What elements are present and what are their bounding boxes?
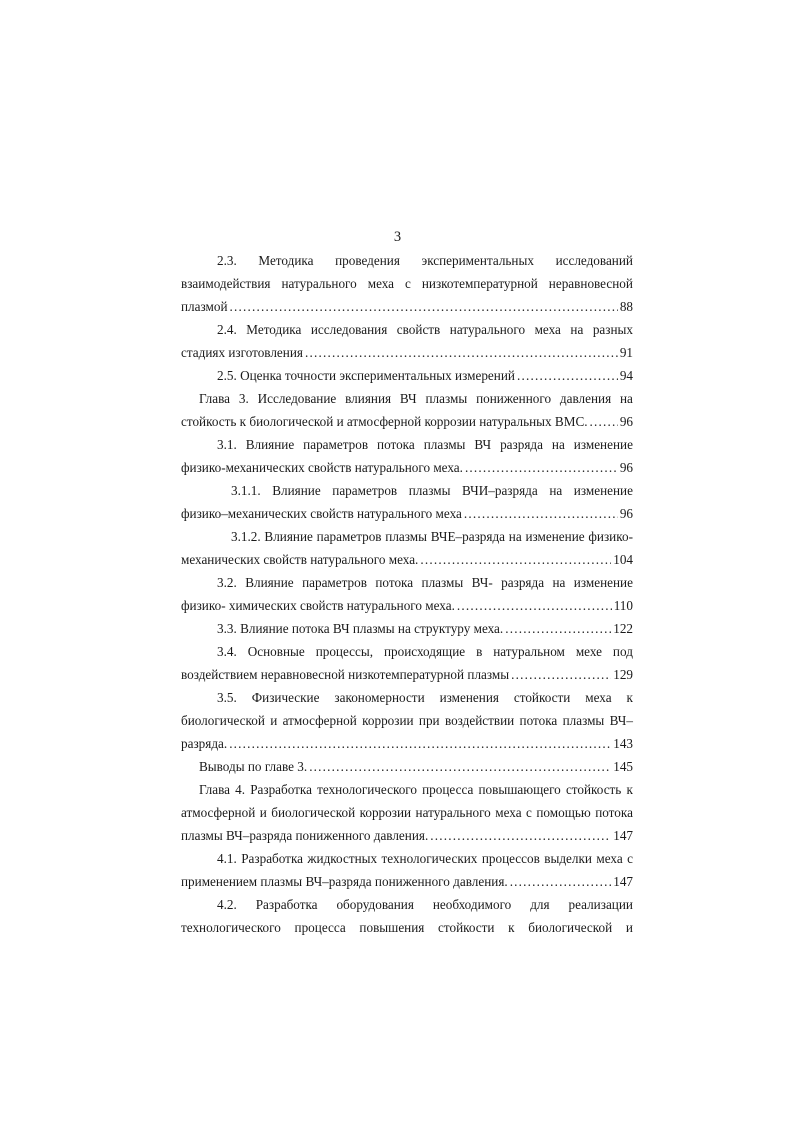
toc-word: изменение <box>525 529 585 544</box>
toc-page-number: 96 <box>619 460 633 475</box>
toc-word: и <box>270 713 278 728</box>
toc-word: изменения <box>439 690 499 705</box>
toc-entry <box>181 640 633 686</box>
toc-entry-line <box>181 778 633 801</box>
toc-word: с <box>526 805 532 820</box>
toc-entry-last-line <box>181 456 633 479</box>
toc-page-number: 96 <box>619 414 633 429</box>
toc-word: закономерности <box>334 690 425 705</box>
toc-word: Методика <box>246 322 302 337</box>
toc-word: изменение <box>573 437 633 452</box>
toc-word: разряда <box>500 437 543 452</box>
toc-word: технологических <box>381 851 478 866</box>
toc-word: Влияние <box>264 529 313 544</box>
toc-word: атмосферной <box>282 713 357 728</box>
toc-word: проведения <box>335 253 400 268</box>
toc-word: выделки <box>544 851 592 866</box>
toc-word: Глава <box>199 782 230 797</box>
toc-word: меха <box>495 805 522 820</box>
toc-entry-last-line <box>181 341 633 364</box>
toc-entry <box>181 778 633 847</box>
toc-word: с <box>405 276 411 291</box>
toc-word: ВЧ- <box>471 575 493 590</box>
toc-word: потока <box>377 437 415 452</box>
toc-entry-title: механических свойств натурального меха. <box>181 552 419 567</box>
toc-word: процессов <box>481 851 540 866</box>
toc-entry-last-line <box>181 410 633 433</box>
toc-word: исследования <box>310 322 388 337</box>
toc-page-number: 104 <box>613 552 633 567</box>
toc-word: Влияние <box>245 575 294 590</box>
toc-word: неравновесной <box>548 276 633 291</box>
toc-word: процесса <box>294 920 346 935</box>
toc-word: Разработка <box>250 782 312 797</box>
toc-word: параметров <box>302 575 367 590</box>
toc-entry <box>181 755 633 778</box>
toc-entry <box>181 571 633 617</box>
toc-page-number: 110 <box>613 598 633 613</box>
toc-entry-title: физико-механических свойств натурального меха. <box>181 460 463 475</box>
toc-word: разных <box>592 322 633 337</box>
toc-word: 4. <box>235 782 246 797</box>
toc-word: натурального <box>415 805 491 820</box>
toc-word: атмосферной <box>181 805 256 820</box>
toc-word: стойкость <box>565 782 622 797</box>
toc-entry-line <box>181 893 633 916</box>
toc-word: оборудования <box>336 897 414 912</box>
toc-word: повышающего <box>478 782 561 797</box>
toc-entry-last-line <box>181 295 633 318</box>
toc-word: параметров <box>332 483 398 498</box>
toc-word: плазмы <box>423 437 466 452</box>
toc-word: на <box>549 483 563 498</box>
toc-entry-last-line <box>181 755 633 778</box>
toc-entry-line <box>181 847 633 870</box>
toc-word: меха <box>596 851 623 866</box>
toc-word: параметров <box>316 529 382 544</box>
toc-word: меха <box>585 690 612 705</box>
toc-entry <box>181 433 633 479</box>
toc-word: 3.5. <box>217 690 237 705</box>
toc-entry-title: плазмы ВЧ–разряда пониженного давления. <box>181 828 429 843</box>
toc-word: ВЧИ–разряда <box>462 483 538 498</box>
page-number: 3 <box>393 229 402 245</box>
toc-entry <box>181 893 633 939</box>
toc-word: на <box>508 529 522 544</box>
toc-word: Основные <box>247 644 305 659</box>
toc-word: плазмы <box>562 713 605 728</box>
toc-entry-last-line <box>181 824 633 847</box>
toc-word: 3.1. <box>217 437 237 452</box>
toc-entry-title: Выводы по главе 3. <box>199 759 308 774</box>
toc-word: коррозии <box>359 805 412 820</box>
toc-page-number: 88 <box>619 299 633 314</box>
toc-entry-last-line <box>181 663 633 686</box>
toc-entry-title: плазмой <box>181 299 228 314</box>
toc-word: низкотемпературной <box>421 276 538 291</box>
toc-word: 3.2. <box>217 575 237 590</box>
toc-entry-line <box>181 433 633 456</box>
toc-word: биологической <box>181 713 265 728</box>
toc-entry-line <box>181 525 633 548</box>
toc-entry <box>181 525 633 571</box>
toc-word: 2.3. <box>217 253 237 268</box>
toc-word: под <box>612 644 633 659</box>
table-of-contents <box>181 249 633 939</box>
toc-word: в <box>476 644 483 659</box>
toc-page-number: 145 <box>613 759 633 774</box>
dot-leader <box>465 456 618 479</box>
toc-entry-last-line <box>181 548 633 571</box>
toc-entry-last-line <box>181 617 633 640</box>
toc-word: изменение <box>573 575 633 590</box>
toc-word: экспериментальных <box>421 253 534 268</box>
toc-entry-title: применением плазмы ВЧ–разряда пониженного давления. <box>181 874 508 889</box>
toc-word: параметров <box>303 437 369 452</box>
toc-entry-line <box>181 387 633 410</box>
dot-leader <box>305 341 618 364</box>
toc-word: повышения <box>359 920 425 935</box>
dot-leader <box>457 594 612 617</box>
toc-entry-line <box>181 479 633 502</box>
toc-entry <box>181 249 633 318</box>
toc-word: давления <box>559 391 612 406</box>
toc-word: 4.1. <box>217 851 237 866</box>
toc-word: потока <box>595 805 633 820</box>
toc-word: ВЧЕ–разряда <box>430 529 506 544</box>
toc-entry <box>181 318 633 364</box>
toc-entry-last-line <box>181 364 633 387</box>
toc-word: физико- <box>588 529 633 544</box>
toc-word: меха <box>534 322 561 337</box>
toc-word: Разработка <box>241 851 303 866</box>
dot-leader <box>309 755 611 778</box>
toc-entry-title: 3.3. Влияние потока ВЧ плазмы на структуру меха. <box>217 621 504 636</box>
toc-word: натурального <box>281 276 357 291</box>
dot-leader <box>420 548 611 571</box>
toc-word: стойкости <box>438 920 495 935</box>
toc-word: меха <box>367 276 395 291</box>
toc-word: 3.1.1. <box>231 483 261 498</box>
toc-word: натурального <box>449 322 526 337</box>
toc-word: 3.4. <box>217 644 237 659</box>
toc-word: помощью <box>536 805 591 820</box>
toc-entry-line <box>181 640 633 663</box>
dot-leader <box>510 870 612 893</box>
toc-word: исследований <box>555 253 633 268</box>
toc-entry-title: физико–механических свойств натурального меха <box>181 506 462 521</box>
toc-entry-title: воздействием неравновесной низкотемпературной плазмы <box>181 667 510 682</box>
toc-entry-line <box>181 916 633 939</box>
toc-word: к <box>508 920 515 935</box>
toc-word: 3. <box>238 391 249 406</box>
dot-leader <box>517 364 618 387</box>
toc-word: Методика <box>258 253 314 268</box>
toc-word: необходимого <box>432 897 512 912</box>
toc-entry-line <box>181 801 633 824</box>
toc-word: и <box>259 805 267 820</box>
toc-entry <box>181 479 633 525</box>
toc-entry-line <box>181 571 633 594</box>
toc-word: плазмы <box>385 529 428 544</box>
toc-word: плазмы <box>408 483 451 498</box>
dot-leader <box>505 617 611 640</box>
toc-word: 4.2. <box>217 897 237 912</box>
toc-word: для <box>530 897 550 912</box>
toc-word: Глава <box>199 391 230 406</box>
toc-page-number: 96 <box>619 506 633 521</box>
toc-word: биологической <box>271 805 356 820</box>
toc-word: технологического <box>181 920 281 935</box>
toc-word: ВЧ– <box>609 713 633 728</box>
toc-word: процессы, <box>315 644 374 659</box>
toc-word: натуральном <box>493 644 565 659</box>
toc-page-number: 147 <box>613 874 633 889</box>
toc-word: при <box>418 713 440 728</box>
toc-word: разряда <box>501 575 545 590</box>
toc-entry-title: стадиях изготовления <box>181 345 303 360</box>
toc-word: 2.4. <box>217 322 237 337</box>
toc-page-number: 91 <box>619 345 633 360</box>
toc-word: изменение <box>573 483 633 498</box>
toc-word: пониженного <box>476 391 552 406</box>
toc-word: с <box>627 851 633 866</box>
toc-word: на <box>552 575 566 590</box>
toc-page-number: 143 <box>613 736 633 751</box>
toc-entry-title: физико- химических свойств натурального меха. <box>181 598 455 613</box>
toc-word: процесса <box>422 782 474 797</box>
toc-word: потока <box>375 575 414 590</box>
toc-page-number: 147 <box>613 828 633 843</box>
toc-page-number: 129 <box>613 667 633 682</box>
toc-word: плазмы <box>425 391 468 406</box>
toc-entry-title: разряда. <box>181 736 228 751</box>
toc-entry-line <box>181 686 633 709</box>
toc-entry-last-line <box>181 732 633 755</box>
toc-word: Влияние <box>245 437 295 452</box>
toc-word: происходящие <box>383 644 466 659</box>
toc-word: Исследование <box>257 391 337 406</box>
toc-word: технологического <box>317 782 417 797</box>
toc-word: на <box>620 391 633 406</box>
toc-word: и <box>625 920 633 935</box>
toc-word: к <box>626 690 633 705</box>
toc-entry-title: 2.5. Оценка точности экспериментальных измерений <box>217 368 515 383</box>
toc-word: на <box>570 322 584 337</box>
toc-word: свойств <box>396 322 441 337</box>
toc-entry <box>181 686 633 755</box>
toc-entry-line <box>181 249 633 272</box>
toc-word: взаимодействия <box>181 276 271 291</box>
toc-entry-line <box>181 709 633 732</box>
toc-entry-line <box>181 272 633 295</box>
toc-entry <box>181 387 633 433</box>
toc-word: жидкостных <box>307 851 378 866</box>
dot-leader <box>229 732 611 755</box>
dot-leader <box>590 410 618 433</box>
toc-page-number: 94 <box>619 368 633 383</box>
dot-leader <box>230 295 618 318</box>
toc-word: стойкости <box>513 690 571 705</box>
toc-entry <box>181 847 633 893</box>
toc-word: реализации <box>568 897 633 912</box>
toc-entry-line <box>181 318 633 341</box>
toc-word: на <box>551 437 565 452</box>
toc-entry-title: стойкость к биологической и атмосферной коррозии натуральных ВМС. <box>181 414 588 429</box>
toc-word: биологической <box>528 920 613 935</box>
toc-page-number: 122 <box>613 621 633 636</box>
toc-entry <box>181 617 633 640</box>
toc-word: Влияние <box>272 483 321 498</box>
toc-word: Разработка <box>255 897 318 912</box>
toc-entry <box>181 364 633 387</box>
toc-word: коррозии <box>362 713 414 728</box>
toc-word: ВЧ <box>399 391 417 406</box>
toc-word: плазмы <box>421 575 464 590</box>
dot-leader <box>511 663 611 686</box>
toc-word: к <box>626 782 633 797</box>
toc-word: влияния <box>345 391 392 406</box>
toc-entry-last-line <box>181 594 633 617</box>
toc-word: мехе <box>575 644 602 659</box>
dot-leader <box>430 824 611 847</box>
toc-word: 3.1.2. <box>231 529 261 544</box>
toc-word: Физические <box>251 690 320 705</box>
toc-entry-last-line <box>181 870 633 893</box>
toc-word: воздействии <box>444 713 515 728</box>
toc-entry-last-line <box>181 502 633 525</box>
dot-leader <box>464 502 618 525</box>
toc-word: ВЧ <box>474 437 492 452</box>
toc-word: потока <box>519 713 558 728</box>
